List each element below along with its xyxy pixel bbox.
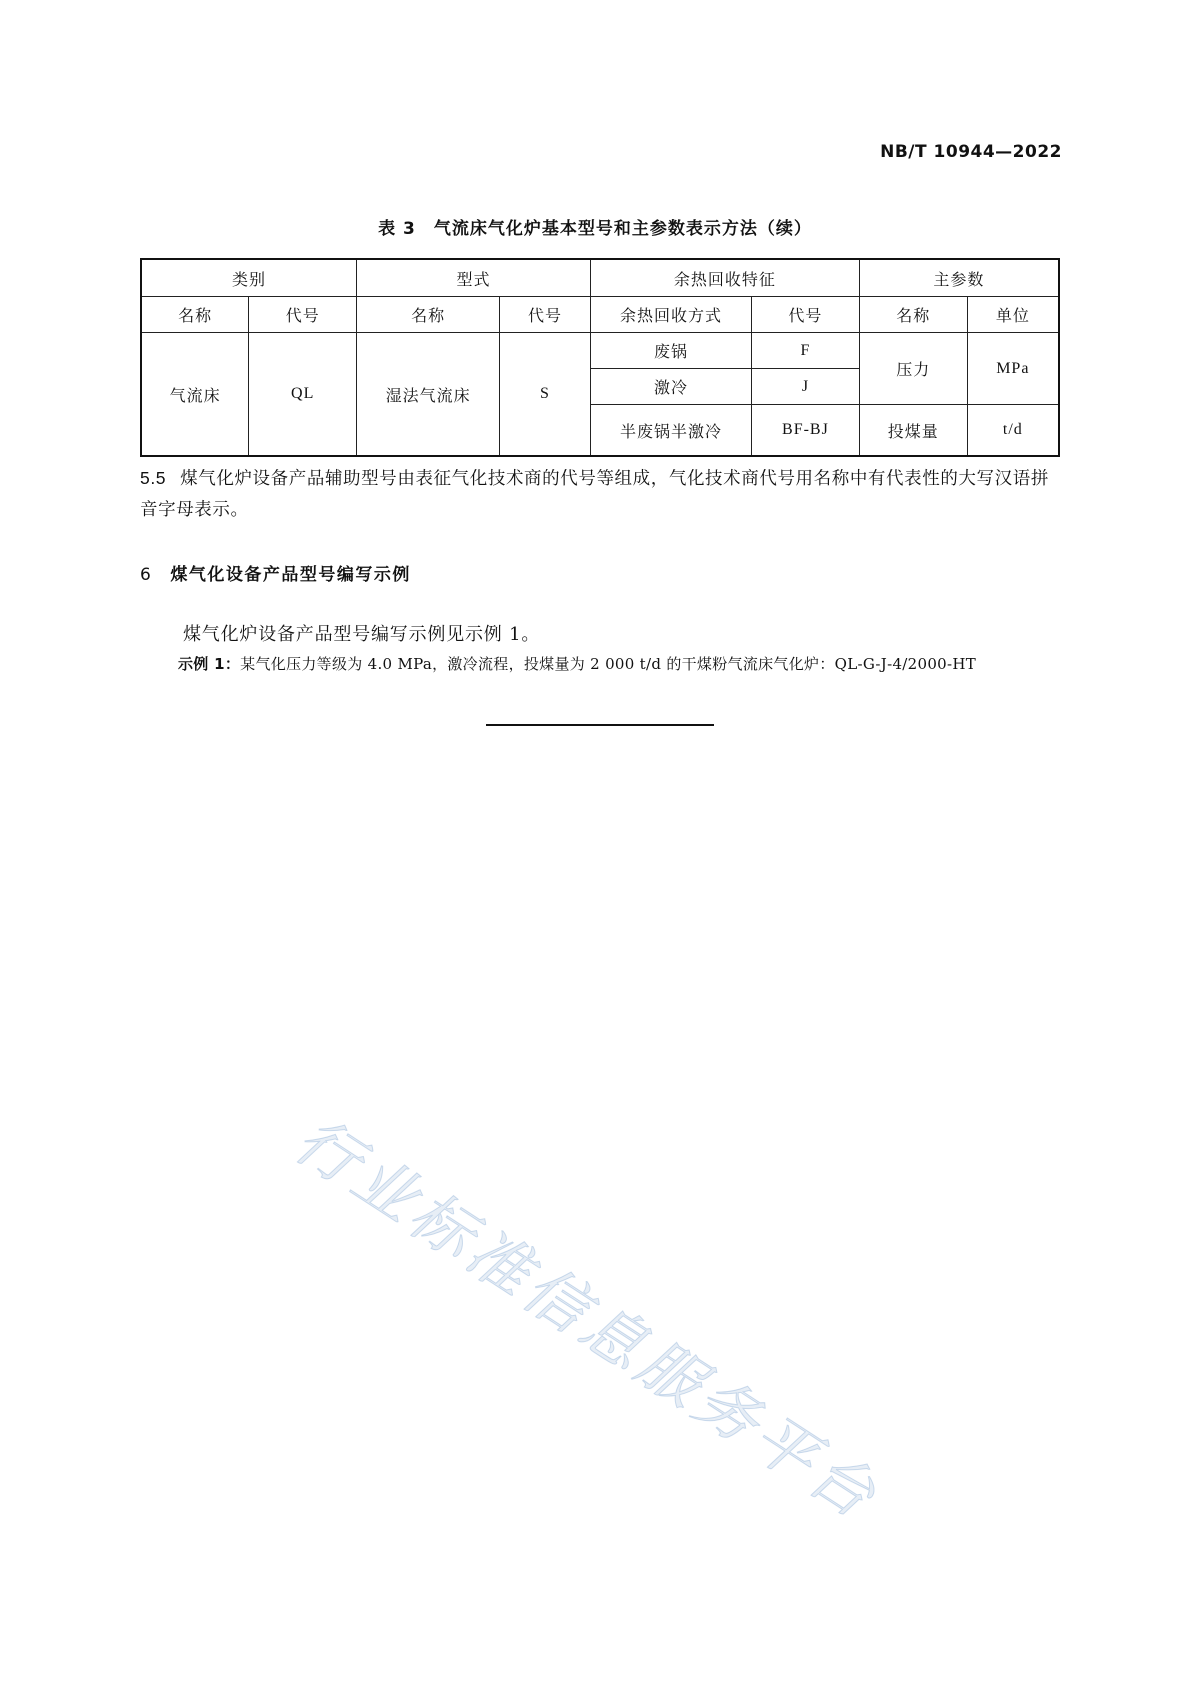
subheader-cell: 代号 <box>752 297 860 333</box>
group-header-category: 类别 <box>141 259 357 297</box>
clause-5-5 <box>140 463 1062 526</box>
subheader-cell: 名称 <box>357 297 500 333</box>
example-text: 某气化压力等级为 4.0 MPa，激冷流程，投煤量为 2 000 t/d 的干煤粉气流床气化炉：QL-G-J-4/2000-HT <box>240 655 977 673</box>
section-6-heading <box>140 560 411 585</box>
document-code: NB/T 10944—2022 <box>880 142 1062 162</box>
heat-recovery-method-cell: 废锅 <box>590 333 751 369</box>
clause-number: 5.5 <box>140 468 167 488</box>
subheader-cell: 名称 <box>859 297 967 333</box>
clause-text: 煤气化炉设备产品辅助型号由表征气化技术商的代号等组成，气化技术商代号用名称中有代表性的大写汉语拼音字母表示。 <box>140 469 1049 520</box>
example-label: 示例 1： <box>178 655 241 673</box>
category-name-cell: 气流床 <box>141 333 249 457</box>
heat-recovery-code-cell: F <box>752 333 860 369</box>
section-number: 6 <box>140 565 153 585</box>
param-unit-cell: MPa <box>967 333 1059 405</box>
subheader-cell: 代号 <box>500 297 591 333</box>
subheader-cell: 余热回收方式 <box>590 297 751 333</box>
section-title: 煤气化设备产品型号编写示例 <box>170 565 411 585</box>
table-title: 表 3 气流床气化炉基本型号和主参数表示方法（续） <box>378 219 812 239</box>
heat-recovery-method-cell: 激冷 <box>590 369 751 405</box>
param-unit-cell: t/d <box>967 405 1059 457</box>
group-header-main-params: 主参数 <box>859 259 1059 297</box>
category-code-cell: QL <box>249 333 357 457</box>
heat-recovery-method-cell: 半废锅半激冷 <box>590 405 751 457</box>
param-name-cell: 压力 <box>859 333 967 405</box>
subheader-cell: 单位 <box>967 297 1059 333</box>
parameter-table <box>140 258 1060 457</box>
subheader-cell: 代号 <box>249 297 357 333</box>
heat-recovery-code-cell: BF-BJ <box>752 405 860 457</box>
end-rule <box>486 724 714 726</box>
heat-recovery-code-cell: J <box>752 369 860 405</box>
group-header-heat-recovery: 余热回收特征 <box>590 259 859 297</box>
section-6-body: 煤气化炉设备产品型号编写示例见示例 1。 <box>183 624 541 645</box>
example-1 <box>178 653 976 674</box>
group-header-type: 型式 <box>357 259 591 297</box>
type-code-cell: S <box>500 333 591 457</box>
watermark: 行业标准信息服务平台 <box>282 1103 893 1535</box>
param-name-cell: 投煤量 <box>859 405 967 457</box>
subheader-cell: 名称 <box>141 297 249 333</box>
type-name-cell: 湿法气流床 <box>357 333 500 457</box>
